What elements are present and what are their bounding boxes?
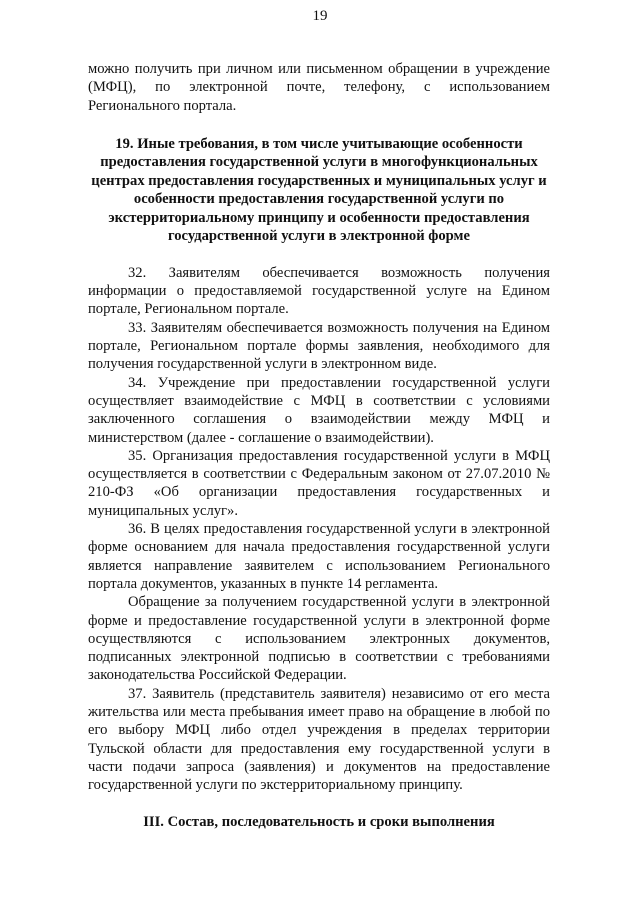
paragraph-34: 34. Учреждение при предоставлении государственной услуги осуществляет взаимодействие с МФЦ в соответствии с условиями заключенного соглашения о взаимодействии между МФЦ и министерством (далее - соглашение о взаимодействии).	[88, 374, 550, 446]
part-heading: III. Состав, последовательность и сроки выполнения	[143, 813, 495, 830]
paragraph-37: 37. Заявитель (представитель заявителя) независимо от его места жительства или места пребывания имеет право на обращение в любой по его выбору МФЦ либо отдел учреждения в пределах территории Тульской области для предоставления ему государственной услуги в части подачи запроса (заявления) и документов на предоставление государственной услуги по экстерриториальному принципу.	[88, 685, 550, 794]
intro-paragraph: можно получить при личном или письменном обращении в учреждение (МФЦ), по электронной почте, телефону, с использованием Регионального портала.	[88, 61, 550, 114]
paragraph-36: 36. В целях предоставления государственной услуги в электронной форме основанием для начала предоставления государственной услуги является направление заявителем с использованием Регионального портала документов, указанных в пункте 14 регламента.	[88, 521, 550, 592]
section-heading: 19. Иные требования, в том числе учитывающие особенности предоставления государственной услуги в многофункциональных центрах предоставления государственных и муниципальных услуг и особенности предоставления государственной услуги по экстерриториальному принципу и особенности предоставления государственной услуги в электронной форме	[91, 135, 547, 245]
document-body	[88, 60, 550, 831]
paragraph-35: 35. Организация предоставления государственной услуги в МФЦ осуществляется в соответствии с Федеральным законом от 27.07.2010 № 210-ФЗ «Об организации предоставления государственных и муниципальных услуг».	[88, 447, 550, 519]
paragraph-32: 32. Заявителям обеспечивается возможность получения информации о предоставляемой государственной услуге на Едином портале, Региональном портале.	[88, 264, 550, 318]
paragraph-33: 33. Заявителям обеспечивается возможность получения на Едином портале, Региональном портале формы заявления, необходимого для получения государственной услуги в электронном виде.	[88, 319, 550, 373]
page-number: 19	[312, 8, 328, 24]
paragraph-36-continued: Обращение за получением государственной услуги в электронной форме и предоставление государственной услуги в электронной форме осуществляются с использованием электронных документов, подписанных электронной подписью в соответствии с требованиями законодательства Российской Федерации.	[88, 594, 550, 684]
